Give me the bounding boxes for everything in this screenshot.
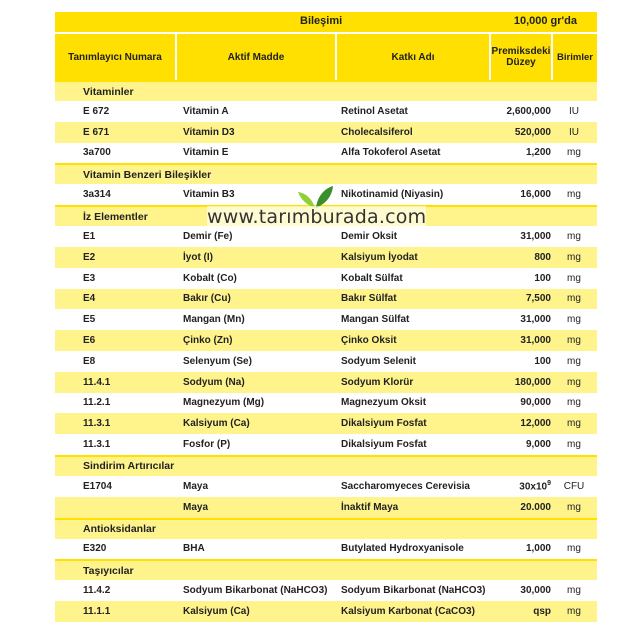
- table-row: [55, 413, 597, 434]
- additive-cell: Kobalt Sülfat: [341, 272, 403, 284]
- additive-cell: Magnezyum Oksit: [341, 397, 427, 409]
- active-cell: İyot (I): [183, 251, 213, 263]
- additive-cell: Sodyum Klorür: [341, 376, 414, 388]
- level-exponent: 9: [547, 480, 551, 488]
- level-cell: qsp: [533, 606, 551, 618]
- id-cell: E320: [83, 543, 107, 555]
- level-cell: 20.000: [520, 501, 551, 513]
- id-cell: 11.1.1: [83, 606, 111, 618]
- active-cell: Vitamin A: [183, 105, 229, 117]
- unit-cell: mg: [567, 293, 581, 305]
- level-cell: 31,000: [520, 231, 551, 243]
- additive-cell: Mangan Sülfat: [341, 314, 410, 326]
- table-row: [55, 539, 597, 560]
- table-title: Bileşimi: [300, 15, 343, 27]
- unit-cell: mg: [567, 606, 581, 618]
- active-cell: Kalsiyum (Ca): [183, 606, 250, 618]
- table-row: [55, 101, 597, 122]
- active-cell: Sodyum Bikarbonat (NaHCO3): [183, 585, 328, 597]
- unit-cell: mg: [567, 439, 581, 451]
- additive-cell: Demir Oksit: [341, 231, 398, 243]
- additive-cell: Saccharomyeces Cerevisia: [341, 480, 470, 492]
- section-heading: İz Elementler: [55, 205, 597, 226]
- active-cell: Çinko (Zn): [183, 335, 233, 347]
- level-cell: 180,000: [514, 376, 551, 388]
- level-cell: 520,000: [514, 126, 551, 138]
- level-cell: 31,000: [520, 314, 551, 326]
- id-cell: 11.4.1: [83, 376, 111, 388]
- level-cell: 100: [534, 272, 551, 284]
- table-row: [55, 372, 597, 393]
- table-row: [55, 434, 597, 455]
- additive-cell: İnaktif Maya: [341, 501, 399, 513]
- active-cell: BHA: [183, 543, 205, 555]
- col-header-level: Premiksdeki Düzey: [491, 34, 551, 80]
- additive-cell: Çinko Oksit: [341, 335, 397, 347]
- active-cell: Vitamin E: [183, 147, 229, 159]
- active-cell: Kobalt (Co): [183, 272, 237, 284]
- unit-cell: mg: [567, 147, 581, 159]
- unit-cell: mg: [567, 376, 581, 388]
- composition-table: [55, 12, 597, 622]
- active-cell: Kalsiyum (Ca): [183, 418, 250, 430]
- additive-cell: Bakır Sülfat: [341, 293, 397, 305]
- id-cell: E6: [83, 335, 96, 347]
- level-cell: 1,000: [525, 543, 551, 555]
- unit-cell: mg: [567, 335, 581, 347]
- section-heading: Vitamin Benzeri Bileşikler: [55, 163, 597, 184]
- id-cell: E3: [83, 272, 96, 284]
- active-cell: Vitamin B3: [183, 189, 235, 201]
- section-heading: Antioksidanlar: [55, 518, 597, 539]
- id-cell: 11.3.1: [83, 418, 111, 430]
- section-heading: Sindirim Artırıcılar: [55, 455, 597, 476]
- watermark: [207, 183, 427, 243]
- table-row: [55, 476, 597, 497]
- table-row: [55, 330, 597, 351]
- level-cell: 7,500: [525, 293, 551, 305]
- additive-cell: Dikalsiyum Fosfat: [341, 418, 427, 430]
- watermark-text: www.tarımburada.com: [207, 206, 427, 228]
- level-cell: 1,200: [525, 147, 551, 159]
- id-cell: E8: [83, 355, 96, 367]
- additive-cell: Kalsiyum Karbonat (CaCO3): [341, 606, 475, 618]
- table-row: [55, 580, 597, 601]
- level-cell: 31,000: [520, 335, 551, 347]
- additive-cell: Retinol Asetat: [341, 105, 408, 117]
- unit-cell: mg: [567, 355, 581, 367]
- level-cell: 90,000: [520, 397, 551, 409]
- id-cell: E2: [83, 251, 96, 263]
- unit-cell: IU: [569, 126, 579, 138]
- id-cell: 3a700: [83, 147, 111, 159]
- active-cell: Fosfor (P): [183, 439, 231, 451]
- additive-cell: Butylated Hydroxyanisole: [341, 543, 464, 555]
- active-cell: Maya: [183, 480, 209, 492]
- table-row: [55, 143, 597, 164]
- section-heading: Taşıyıcılar: [55, 559, 597, 580]
- active-cell: Selenyum (Se): [183, 355, 252, 367]
- active-cell: Maya: [183, 501, 209, 513]
- id-cell: 11.3.1: [83, 439, 111, 451]
- col-header-unit: Birimler: [553, 34, 597, 80]
- col-header-active: Aktif Madde: [177, 34, 335, 80]
- column-headers: [55, 34, 597, 80]
- id-cell: 11.2.1: [83, 397, 111, 409]
- id-cell: E4: [83, 293, 96, 305]
- table-row: [55, 122, 597, 143]
- level-value: 30x10: [519, 481, 548, 493]
- unit-cell: mg: [567, 231, 581, 243]
- additive-cell: Alfa Tokoferol Asetat: [341, 147, 441, 159]
- col-header-id: Tanımlayıcı Numara: [55, 34, 175, 80]
- level-cell: 800: [534, 251, 551, 263]
- id-cell: 3a314: [83, 189, 111, 201]
- id-cell: E5: [83, 314, 96, 326]
- table-quantity: 10,000 gr'da: [513, 15, 577, 27]
- active-cell: Demir (Fe): [183, 231, 233, 243]
- col-header-additive: Katkı Adı: [337, 34, 489, 80]
- unit-cell: mg: [567, 543, 581, 555]
- unit-cell: mg: [567, 501, 581, 513]
- active-cell: Sodyum (Na): [183, 376, 245, 388]
- additive-cell: Cholecalsiferol: [341, 126, 413, 138]
- table-row: [55, 268, 597, 289]
- level-cell: 100: [534, 355, 551, 367]
- level-cell: [499, 480, 551, 492]
- unit-cell: CFU: [563, 480, 585, 492]
- table-row: [55, 601, 597, 622]
- active-cell: Vitamin D3: [183, 126, 235, 138]
- unit-cell: mg: [567, 272, 581, 284]
- level-cell: 16,000: [520, 189, 551, 201]
- unit-cell: mg: [567, 189, 581, 201]
- active-cell: Mangan (Mn): [183, 314, 245, 326]
- table-row: [55, 393, 597, 414]
- table-row: [55, 309, 597, 330]
- unit-cell: mg: [567, 585, 581, 597]
- unit-cell: mg: [567, 418, 581, 430]
- id-cell: E 672: [83, 105, 110, 117]
- section-heading: Vitaminler: [55, 80, 597, 101]
- table-title-bar: [55, 12, 597, 32]
- id-cell: E 671: [83, 126, 110, 138]
- id-cell: E1: [83, 231, 96, 243]
- active-cell: Magnezyum (Mg): [183, 397, 265, 409]
- active-cell: Bakır (Cu): [183, 293, 231, 305]
- additive-cell: Dikalsiyum Fosfat: [341, 439, 427, 451]
- unit-cell: mg: [567, 397, 581, 409]
- id-cell: E1704: [83, 480, 112, 492]
- additive-cell: Sodyum Selenit: [341, 355, 417, 367]
- unit-cell: mg: [567, 251, 581, 263]
- additive-cell: Nikotinamid (Niyasin): [341, 189, 444, 201]
- table-row: [55, 497, 597, 518]
- table-body: [55, 80, 597, 622]
- additive-cell: Kalsiyum İyodat: [341, 251, 418, 263]
- table-row: [55, 247, 597, 268]
- additive-cell: Sodyum Bikarbonat (NaHCO3): [341, 585, 486, 597]
- table-row: [55, 351, 597, 372]
- table-row: [55, 289, 597, 310]
- unit-cell: mg: [567, 314, 581, 326]
- level-cell: 30,000: [520, 585, 551, 597]
- level-cell: 12,000: [520, 418, 551, 430]
- level-cell: 2,600,000: [506, 105, 551, 117]
- level-cell: 9,000: [525, 439, 551, 451]
- unit-cell: IU: [569, 105, 579, 117]
- id-cell: 11.4.2: [83, 585, 111, 597]
